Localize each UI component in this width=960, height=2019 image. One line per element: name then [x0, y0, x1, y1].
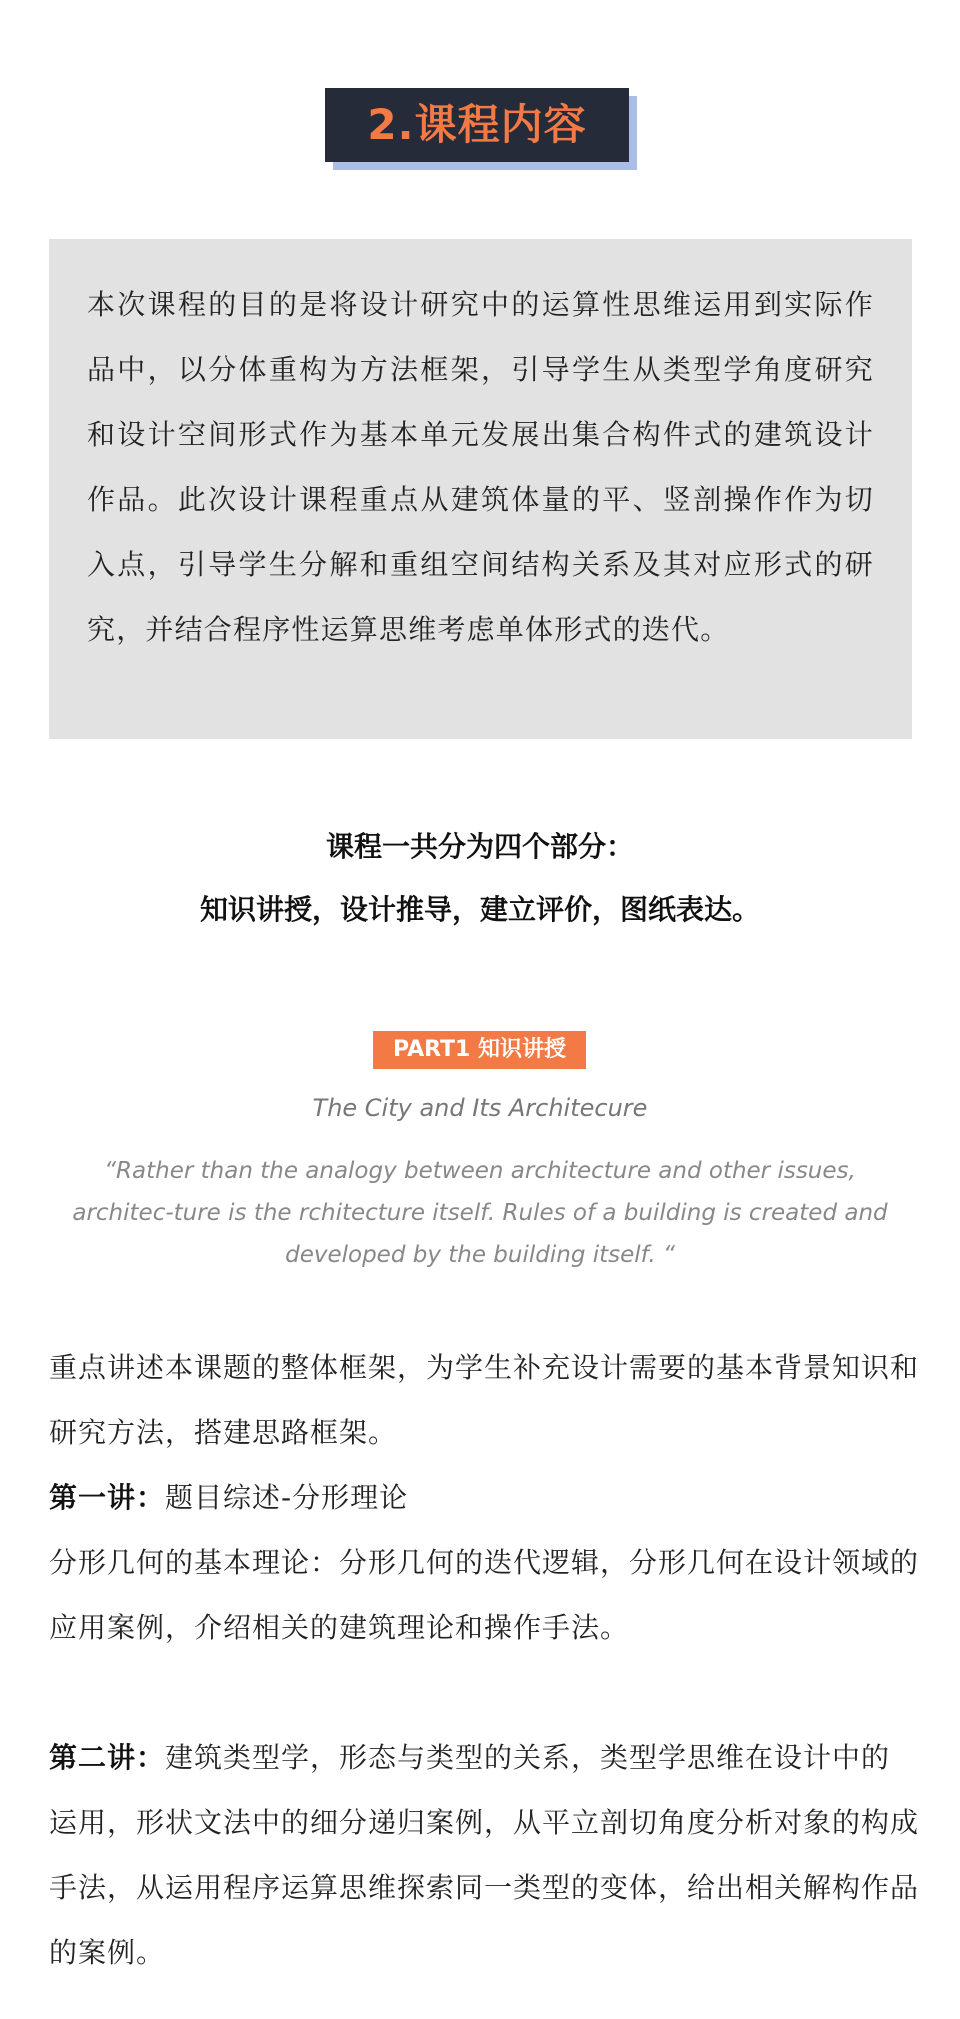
part1-subtitle: The City and Its Architecure: [312, 1094, 648, 1122]
lecture1-content: 分形几何的基本理论：分形几何的迭代逻辑，分形几何在设计领域的应用案例，介绍相关的建筑理论和操作手法。: [49, 1546, 920, 1644]
intro-paragraph: 本次课程的目的是将设计研究中的运算性思维运用到实际作品中，以分体重构为方法框架，引导学生从类型学角度研究和设计空间形式作为基本单元发展出集合构件式的建筑设计作品。此次设计课程重点从建筑体量的平、竖剖操作作为切入点，引导学生分解和重组空间结构关系及其对应形式的研究，并结合程序性运算思维考虑单体形式的迭代。: [87, 288, 874, 646]
part1-badge: PART1 知识讲授: [373, 1031, 586, 1069]
lecture2-label: 第二讲：: [49, 1741, 166, 1774]
intro-panel: [49, 239, 912, 739]
lecture1-label: 第一讲：: [49, 1481, 166, 1514]
part1-overview: 重点讲述本课题的整体框架，为学生补充设计需要的基本背景知识和研究方法，搭建思路框架。: [49, 1351, 920, 1449]
lecture1-title: 题目综述-分形理论: [165, 1481, 409, 1514]
summary-line-2: 知识讲授，设计推导，建立评价，图纸表达。: [199, 893, 760, 926]
lecture1-heading: [49, 1465, 919, 1530]
section-title-block: [325, 88, 637, 170]
summary-line-1: 课程一共分为四个部分：: [325, 830, 634, 863]
lecture2-content: 建筑类型学，形态与类型的关系，类型学思维在设计中的运用，形状文法中的细分递归案例，从平立剖切角度分析对象的构成手法，从运用程序运算思维探索同一类型的变体，给出相关解构作品的案例。: [49, 1741, 920, 1969]
lecture2-paragraph: [49, 1725, 919, 1985]
section-title: 2.课程内容: [325, 88, 629, 162]
part1-quote: “Rather than the analogy between architecture and other issues, architec-ture is the rchitecture itself. Rules of a building is created and developed by the building itself. “: [72, 1158, 888, 1268]
